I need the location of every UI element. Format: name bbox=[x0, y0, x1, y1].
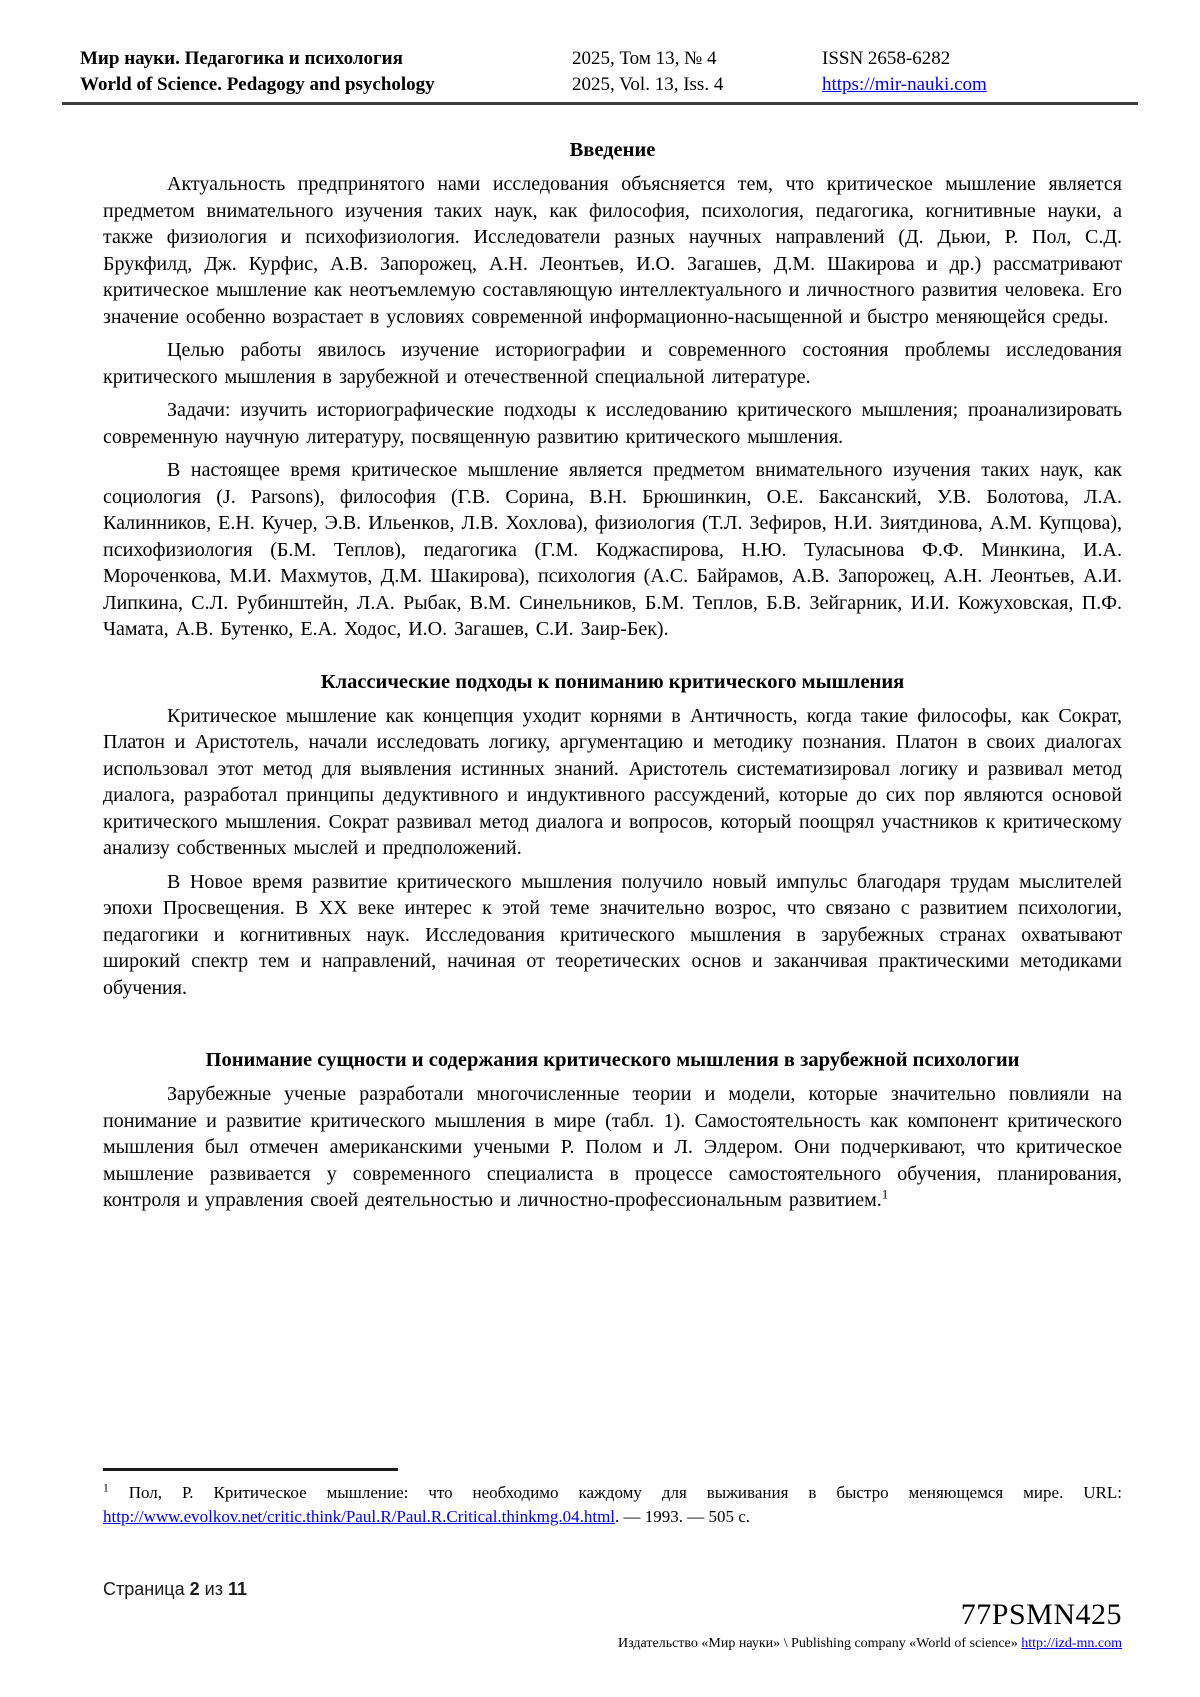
page-label: Страница bbox=[103, 1579, 185, 1599]
section-introduction bbox=[103, 137, 1122, 643]
issn-block bbox=[822, 46, 1138, 98]
footnote-marker: 1 bbox=[103, 1482, 109, 1495]
footnote-text-before: Пол, Р. Критическое мышление: что необходимо каждому для выживания в быстро меняющемся мире. URL: bbox=[108, 1483, 1122, 1502]
issue-info-en: 2025, Vol. 13, Iss. 4 bbox=[572, 74, 724, 95]
journal-title-block bbox=[62, 46, 572, 98]
footnote-text bbox=[103, 1481, 1122, 1528]
section-heading: Классические подходы к пониманию критического мышления bbox=[320, 670, 905, 693]
page-total: 11 bbox=[227, 1579, 247, 1599]
section-heading: Введение bbox=[569, 139, 656, 161]
paragraph: В Новое время развитие критического мышления получило новый импульс благодаря трудам мыслителей эпохи Просвещения. В XX веке интерес к этой теме значительно возрос, что связано с развитием психологии, педагогики и когнитивных наук. Исследования критического мышления в зарубежных странах охватывают широкий спектр тем и направлений, начиная от теоретических основ и заканчивая практическими методиками обучения. bbox=[103, 870, 1122, 999]
footnote-link[interactable]: http://www.evolkov.net/critic.think/Paul.R/Paul.R.Critical.thinkmg.04.html bbox=[103, 1506, 616, 1526]
paragraph: Актуальность предпринятого нами исследования объясняется тем, что критическое мышление является предметом внимательного изучения таких наук, как философия, психология, педагогика, когнитивные науки, а также физиология и психофизиология. Исследователи разных научных направлений (Д. Дьюи, Р. Пол, С.Д. Брукфилд, Дж. Курфис, А.В. Запорожец, А.Н. Леонтьев, И.О. Загашев, Д.М. Шакирова и др.) рассматривают критическое мышление как неотъемлемую составляющую интеллектуального и личностного развития человека. Его значение особенно возрастает в условиях современной информационно-насыщенной и быстро меняющейся среды. bbox=[103, 173, 1122, 328]
article-body bbox=[0, 137, 1200, 1214]
page-header bbox=[0, 0, 1200, 105]
journal-title-en: World of Science. Pedagogy and psychology bbox=[80, 74, 435, 95]
publisher-link[interactable]: http://izd-mn.com bbox=[1021, 1636, 1122, 1651]
publisher-info bbox=[618, 1636, 1122, 1652]
issue-info-block bbox=[572, 46, 822, 98]
publisher-text: Издательство «Мир науки» \ Publishing company «World of science» bbox=[618, 1636, 1022, 1651]
page-of-label: из bbox=[204, 1579, 223, 1599]
section-heading: Понимание сущности и содержания критического мышления в зарубежной психологии bbox=[205, 1049, 1020, 1071]
paragraph: В настоящее время критическое мышление является предметом внимательного изучения таких наук, как социология (J. Parsons), философия (Г.В. Сорина, В.Н. Брюшинкин, О.Е. Баксанский, У.В. Болотова, Л.А. Калинников, Е.Н. Кучер, Э.В. Ильенков, Л.В. Хохлова), физиология (Т.Л. Зефиров, Н.И. Зиятдинова, А.М. Купцова), психофизиология (Б.М. Теплов), педагогика (Г.М. Коджаспирова, Н.Ю. Туласынова Ф.Ф. Минкина, И.А. Мороченкова, М.И. Махмутов, Д.М. Шакирова), психология (А.С. Байрамов, А.В. Запорожец, А.Н. Леонтьев, А.И. Липкина, С.Л. Рубинштейн, Л.А. Рыбак, В.М. Синельников, Б.М. Теплов, Б.В. Зейгарник, И.И. Кожуховская, П.Ф. Чамата, А.В. Бутенко, Е.А. Ходос, И.О. Загашев, С.И. Заир-Бек). bbox=[103, 459, 1122, 640]
paragraph: Целью работы явилось изучение историографии и современного состояния проблемы исследования критического мышления в зарубежной и отечественной специальной литературе. bbox=[103, 339, 1122, 388]
journal-site-link[interactable]: https://mir-nauki.com bbox=[822, 74, 987, 95]
footnote-text-after: . — 1993. — 505 с. bbox=[615, 1506, 751, 1526]
section-classic-approaches bbox=[103, 669, 1122, 1002]
issue-info-ru: 2025, Том 13, № 4 bbox=[572, 48, 717, 69]
issn-label: ISSN 2658-6282 bbox=[822, 48, 951, 69]
footnote-reference[interactable]: 1 bbox=[881, 1186, 889, 1202]
paragraph bbox=[103, 1081, 1122, 1214]
page-current: 2 bbox=[189, 1579, 200, 1599]
section-foreign-psychology bbox=[103, 1047, 1122, 1214]
article-id: 77PSMN425 bbox=[960, 1598, 1122, 1631]
page-indicator bbox=[103, 1579, 247, 1600]
paragraph-text: Зарубежные ученые разработали многочисленные теории и модели, которые значительно повлияли на понимание и развитие критического мышления в мире (табл. 1). Самостоятельность как компонент критического мышления был отмечен американскими учеными Р. Полом и Л. Элдером. Они подчеркивают, что критическое мышление развивается у современного специалиста в процессе самостоятельного обучения, планирования, контроля и управления своей деятельностью и личностно-профессиональным развитием. bbox=[103, 1083, 1122, 1211]
journal-title-ru: Мир науки. Педагогика и психология bbox=[80, 48, 403, 69]
paragraph: Критическое мышление как концепция уходит корнями в Античность, когда такие философы, как Сократ, Платон и Аристотель, начали исследовать логику, аргументацию и методику познания. Платон в своих диалогах использовал этот метод для выявления истинных знаний. Аристотель систематизировал логику и развивал метод диалога, разработал принципы дедуктивного и индуктивного рассуждений, которые до сих пор являются основой критического мышления. Сократ развивал метод диалога и вопросов, который поощрял участников к критическому анализу собственных мыслей и предположений. bbox=[103, 704, 1122, 859]
paragraph: Задачи: изучить историографические подходы к исследованию критического мышления; проанализировать современную научную литературу, посвященную развитию критического мышления. bbox=[103, 399, 1122, 448]
footnote-block bbox=[103, 1468, 1122, 1528]
footnote-separator bbox=[103, 1468, 398, 1471]
